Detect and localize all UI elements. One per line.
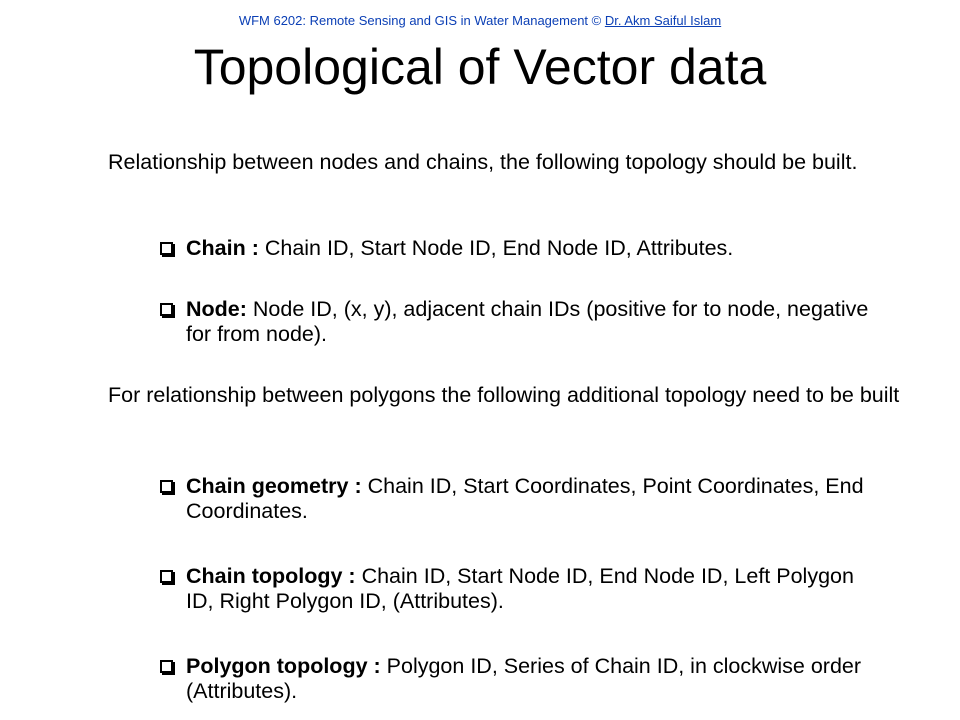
slide-title: Topological of Vector data bbox=[193, 39, 767, 95]
bullet-node bbox=[160, 297, 886, 347]
bullet-chain-geometry bbox=[160, 474, 866, 524]
bullet-text: Polygon ID, Series of Chain ID, in clockwise order (Attributes). bbox=[186, 654, 862, 703]
bullet-label: Chain : bbox=[186, 236, 259, 260]
bullet-label: Chain geometry : bbox=[186, 474, 362, 498]
bullet-label: Polygon topology : bbox=[186, 654, 381, 678]
intro-paragraph-polygons: For relationship between polygons the following additional topology need to be built bbox=[108, 383, 900, 407]
bullet-chain bbox=[160, 236, 916, 261]
intro-paragraph-nodes-chains: Relationship between nodes and chains, the following topology should be built. bbox=[108, 150, 858, 174]
bullet-label: Node: bbox=[186, 297, 247, 321]
checkbox-bullet-icon bbox=[160, 570, 173, 583]
bullet-polygon-topology bbox=[160, 654, 886, 704]
checkbox-bullet-icon bbox=[160, 480, 173, 493]
bullet-text: Chain ID, Start Node ID, End Node ID, Attributes. bbox=[258, 236, 734, 260]
checkbox-bullet-icon bbox=[160, 660, 173, 673]
bullet-label: Chain topology : bbox=[186, 564, 356, 588]
course-text: WFM 6202: Remote Sensing and GIS in Water Management © bbox=[238, 13, 605, 28]
checkbox-bullet-icon bbox=[160, 303, 173, 316]
bullet-text: Chain ID, Start Node ID, End Node ID, Left Polygon ID, Right Polygon ID, (Attributes). bbox=[186, 564, 854, 613]
bullet-text: Chain ID, Start Coordinates, Point Coordinates, End Coordinates. bbox=[186, 474, 864, 523]
bullet-text: Node ID, (x, y), adjacent chain IDs (positive for to node, negative for from node). bbox=[186, 297, 869, 346]
slide-header bbox=[0, 13, 960, 28]
checkbox-bullet-icon bbox=[160, 242, 173, 255]
author-link[interactable]: Dr. Akm Saiful Islam bbox=[604, 13, 722, 28]
bullet-chain-topology bbox=[160, 564, 886, 614]
